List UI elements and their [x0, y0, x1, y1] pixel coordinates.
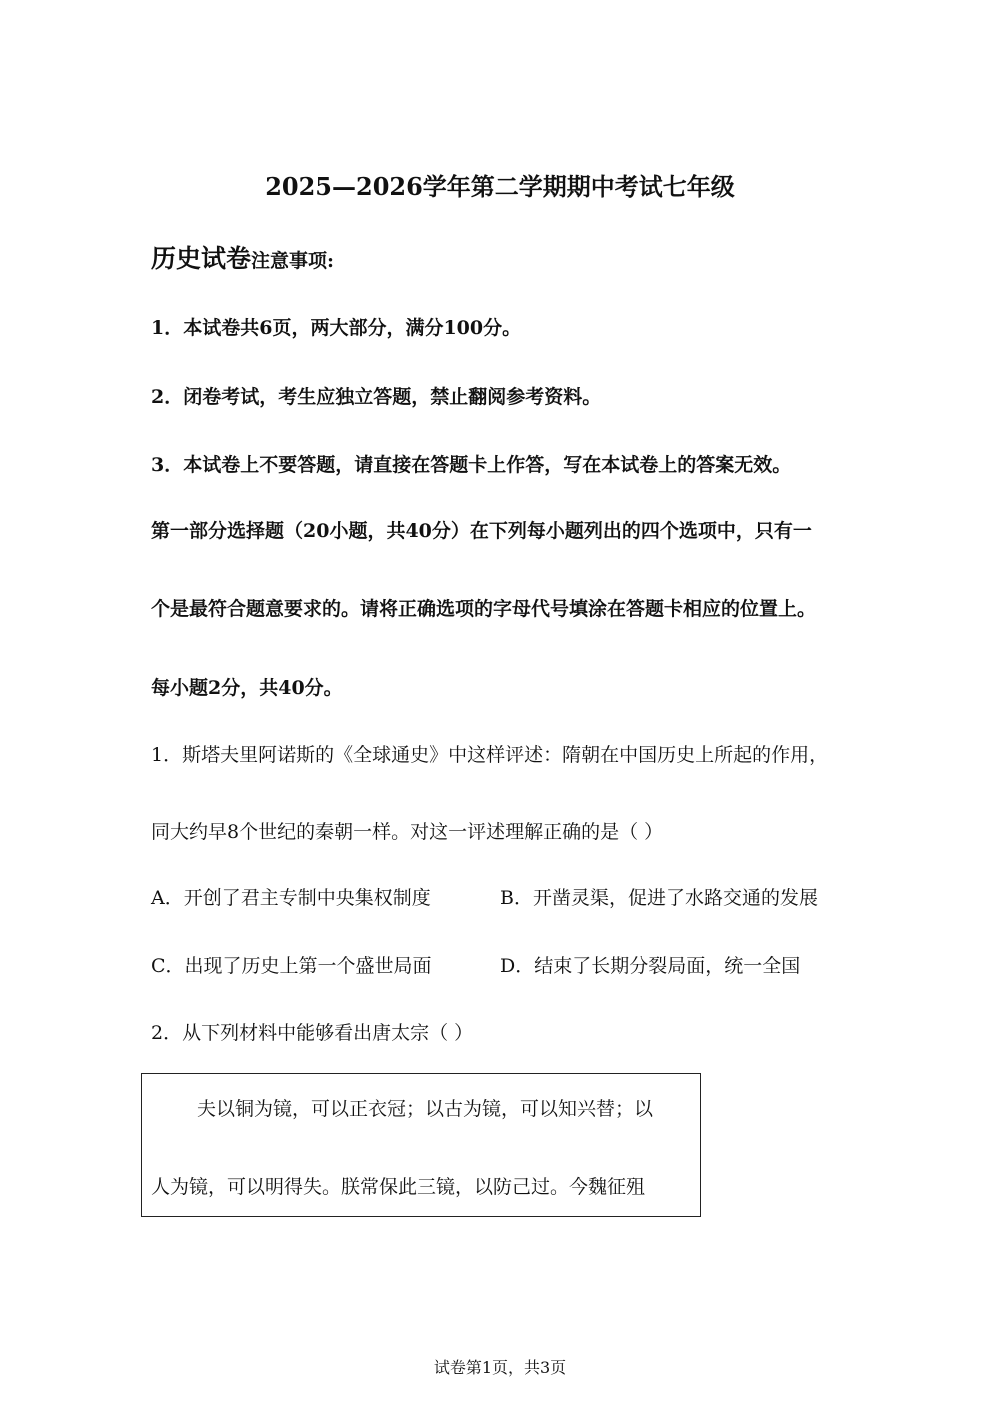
exam-title: 2025—2026学年第二学期期中考试七年级 [265, 172, 735, 201]
page-footer: 试卷第1页，共3页 [433, 1358, 567, 1377]
subject-line [151, 244, 334, 276]
section1-line-3: 每小题2分，共40分。 [151, 677, 343, 699]
question-1-option-b: B．开凿灵渠，促进了水路交通的发展 [500, 887, 818, 909]
question-2-material-line-1: 夫以铜为镜，可以正衣冠；以古为镜，可以知兴替；以 [197, 1098, 654, 1120]
notice-heading: 注意事项: [251, 250, 335, 272]
question-1-option-c: C．出现了历史上第一个盛世局面 [151, 955, 432, 977]
question-2-stem: 2．从下列材料中能够看出唐太宗（ ） [151, 1022, 474, 1044]
question-1-stem-line-2: 同大约早8个世纪的秦朝一样。对这一评述理解正确的是（ ） [151, 821, 664, 843]
section1-line-2: 个是最符合题意要求的。请将正确选项的字母代号填涂在答题卡相应的位置上。 [151, 598, 817, 620]
subject-name: 历史试卷 [151, 244, 252, 273]
question-1-option-a: A．开创了君主专制中央集权制度 [151, 887, 431, 909]
section1-line-1: 第一部分选择题（20小题，共40分）在下列每小题列出的四个选项中，只有一 [151, 520, 812, 542]
notice-item-3: 3．本试卷上不要答题，请直接在答题卡上作答，写在本试卷上的答案无效。 [151, 454, 792, 476]
notice-item-1: 1．本试卷共6页，两大部分，满分100分。 [151, 317, 522, 339]
question-1-stem-line-1: 1．斯塔夫里阿诺斯的《全球通史》中这样评述：隋朝在中国历史上所起的作用， [151, 744, 829, 766]
question-2-material-line-2: 人为镜，可以明得失。朕常保此三镜，以防己过。今魏征殂 [151, 1176, 646, 1198]
question-1-option-d: D．结束了长期分裂局面，统一全国 [500, 955, 801, 977]
notice-item-2: 2．闭卷考试，考生应独立答题，禁止翻阅参考资料。 [151, 386, 602, 408]
